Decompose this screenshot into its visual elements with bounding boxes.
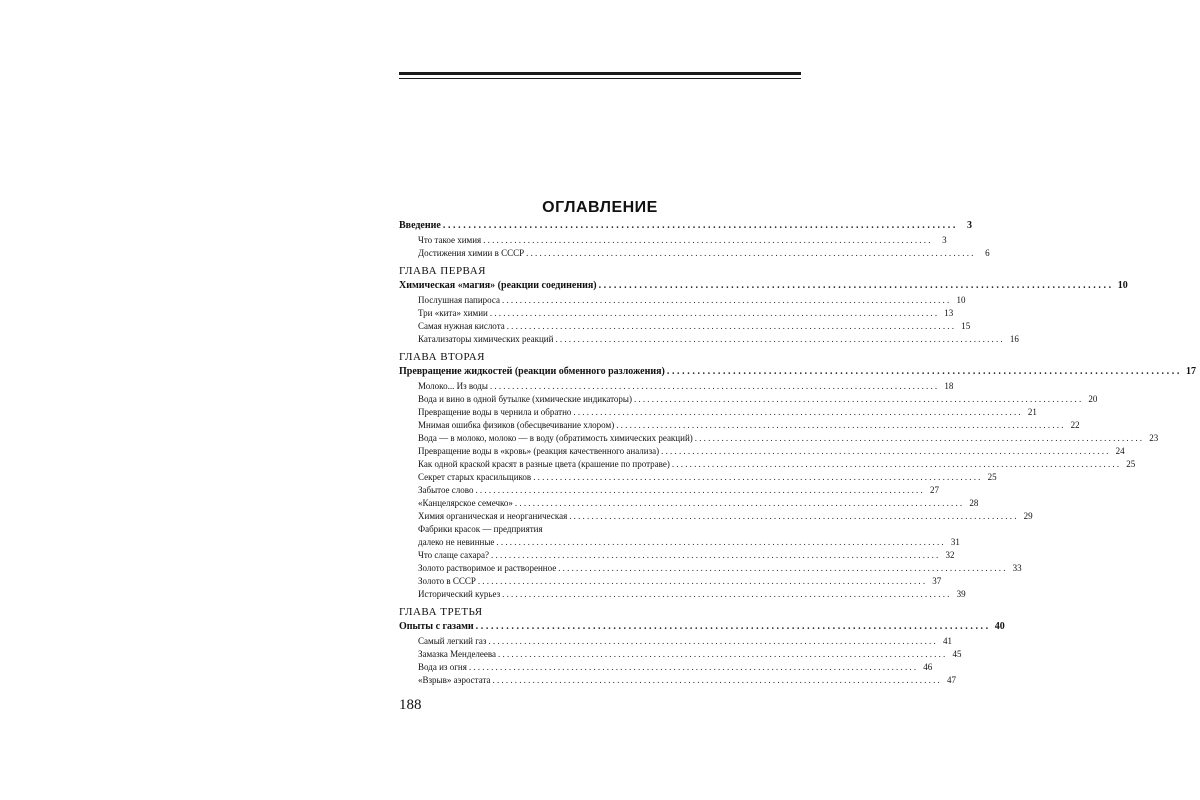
toc-entry-chapter[interactable]: [399, 619, 1005, 635]
toc-subentry[interactable]: [399, 406, 1037, 419]
leader-dots: .....................................................................................................: [694, 433, 1145, 443]
toc-subentry-page: 27: [929, 485, 939, 495]
page-title: ОГЛАВЛЕНИЕ: [542, 199, 658, 216]
toc-subentry[interactable]: [399, 393, 1098, 406]
toc-subentry-title: Превращение воды в чернила и обратно: [418, 407, 572, 417]
toc-subentry-page: 41: [942, 636, 952, 646]
toc-subentry-title: Достижения химии в СССР: [418, 248, 525, 258]
leader-dots: .....................................................................................................: [488, 636, 938, 646]
leader-dots: .....................................................................................................: [491, 550, 941, 560]
leader-dots: .....................................................................................................: [533, 472, 983, 482]
toc-subentry-page: 33: [1012, 563, 1022, 573]
leader-dots: .....................................................................................................: [496, 537, 946, 547]
toc-subentry-title: Золото растворимое и растворенное: [418, 563, 557, 573]
leader-dots: .....................................................................................................: [483, 235, 933, 245]
leader-dots: .....................................................................................................: [671, 459, 1122, 469]
toc-subentry-page: 21: [1027, 407, 1037, 417]
toc-subentry-page: 22: [1070, 420, 1080, 430]
toc-subentry-title: Замазка Менделеева: [418, 649, 497, 659]
toc-subentry-page: 28: [969, 498, 979, 508]
toc-subentry-page: 25: [987, 472, 997, 482]
toc-subentry[interactable]: [399, 484, 939, 497]
chapter-heading: ГЛАВА ПЕРВАЯ: [399, 265, 486, 277]
toc-subentry[interactable]: [399, 635, 952, 648]
toc-subentry-page: 18: [944, 381, 954, 391]
toc-subentry-title: Исторический курьез: [418, 589, 501, 599]
leader-dots: .....................................................................................................: [475, 485, 925, 495]
toc-subentry-page: 37: [932, 576, 942, 586]
leader-dots: .....................................................................................................: [526, 248, 976, 258]
leader-dots: .....................................................................................................: [598, 280, 1114, 291]
leader-dots: .....................................................................................................: [506, 321, 957, 331]
leader-dots: .....................................................................................................: [661, 446, 1111, 456]
toc-entry-page: 10: [1117, 280, 1128, 291]
toc-subentry-page: 24: [1115, 446, 1125, 456]
toc-subentry[interactable]: [399, 661, 933, 674]
toc-subentry[interactable]: [399, 432, 1159, 445]
toc-subentry[interactable]: [399, 294, 966, 307]
toc-entry-page: 3: [966, 220, 972, 231]
leader-dots: .....................................................................................................: [477, 576, 928, 586]
toc-subentry[interactable]: [399, 458, 1136, 471]
leader-dots: .....................................................................................................: [492, 675, 942, 685]
leader-dots: .....................................................................................................: [502, 295, 952, 305]
toc-subentry[interactable]: [399, 247, 990, 260]
toc-entry-page: 17: [1185, 366, 1196, 377]
toc-subentry-title: Катализаторы химических реакций: [418, 334, 554, 344]
leader-dots: .....................................................................................................: [616, 420, 1066, 430]
toc-subentry-title: Самый легкий газ: [418, 636, 487, 646]
toc-subentry-title: Вода — в молоко, молоко — в воду (обратимость химических реакций): [418, 433, 693, 443]
toc-subentry[interactable]: [399, 575, 942, 588]
toc-subentry[interactable]: [399, 380, 954, 393]
toc-subentry-page: 3: [942, 235, 947, 245]
toc-subentry-line1[interactable]: [399, 523, 803, 536]
toc-subentry[interactable]: [399, 471, 997, 484]
leader-dots: .....................................................................................................: [489, 381, 940, 391]
toc-subentry-page: 32: [945, 550, 955, 560]
toc-subentry-page: 10: [956, 295, 966, 305]
toc-subentry-page: 6: [985, 248, 990, 258]
leader-dots: .....................................................................................................: [558, 563, 1008, 573]
leader-dots: .....................................................................................................: [569, 511, 1019, 521]
leader-dots: .....................................................................................................: [573, 407, 1023, 417]
page-number: 188: [399, 697, 422, 713]
toc-subentry-title: Самая нужная кислота: [418, 321, 505, 331]
leader-dots: .....................................................................................................: [498, 649, 948, 659]
toc-subentry[interactable]: [399, 648, 962, 661]
leader-dots: .....................................................................................................: [666, 366, 1182, 377]
toc-subentry-title: Золото в СССР: [418, 576, 476, 586]
chapter-heading: ГЛАВА ВТОРАЯ: [399, 351, 485, 363]
toc-subentry-title: «Канцелярское семечко»: [418, 498, 513, 508]
toc-subentry-page: 23: [1149, 433, 1159, 443]
toc-subentry[interactable]: [399, 536, 960, 549]
toc-subentry-title: Фабрики красок — предприятия: [418, 524, 543, 534]
toc-subentry-title: «Взрыв» аэростата: [418, 675, 491, 685]
leader-dots: .....................................................................................................: [468, 662, 919, 672]
toc-subentry-title: Что такое химия: [418, 235, 482, 245]
leader-dots: .....................................................................................................: [475, 621, 991, 632]
toc-subentry[interactable]: [399, 333, 1019, 346]
toc-subentry[interactable]: [399, 674, 956, 687]
toc-subentry-page: 25: [1126, 459, 1136, 469]
toc-entry-title: Введение: [399, 220, 441, 231]
toc-subentry-title: Мнимая ошибка физиков (обесцвечивание хлором): [418, 420, 615, 430]
toc-subentry-title-cont: далеко не невинные: [418, 537, 495, 547]
toc-subentry[interactable]: [399, 562, 1022, 575]
toc-entry-page: 40: [994, 621, 1005, 632]
toc-subentry[interactable]: [399, 510, 1033, 523]
toc-subentry-page: 45: [952, 649, 962, 659]
toc-subentry[interactable]: [399, 445, 1125, 458]
toc-subentry-page: 39: [956, 589, 966, 599]
toc-entry-title: Опыты с газами: [399, 621, 474, 632]
toc-subentry-title: Вода из огня: [418, 662, 467, 672]
leader-dots: .....................................................................................................: [633, 394, 1084, 404]
toc-subentry-page: 31: [950, 537, 960, 547]
header-rule-thick: [399, 72, 801, 75]
toc-subentry-title: Вода и вино в одной бутылке (химические индикаторы): [418, 394, 632, 404]
toc-subentry-title: Как одной краской красят в разные цвета (крашение по протраве): [418, 459, 670, 469]
leader-dots: .....................................................................................................: [502, 589, 952, 599]
toc-subentry-page: 46: [923, 662, 933, 672]
toc-subentry-title: Секрет старых красильщиков: [418, 472, 532, 482]
toc-subentry-page: 47: [946, 675, 956, 685]
toc-entry-chapter[interactable]: [399, 278, 1128, 294]
toc-subentry[interactable]: [399, 497, 979, 510]
toc-subentry[interactable]: [399, 234, 947, 247]
toc-subentry-title: Химия органическая и неорганическая: [418, 511, 568, 521]
table-of-contents: [399, 218, 1196, 687]
chapter-heading: ГЛАВА ТРЕТЬЯ: [399, 606, 483, 618]
toc-subentry-page: 29: [1023, 511, 1033, 521]
toc-subentry-title: Послушная папироса: [418, 295, 500, 305]
leader-dots: .....................................................................................................: [489, 308, 940, 318]
toc-subentry[interactable]: [399, 419, 1080, 432]
toc-subentry-title: Что слаще сахара?: [418, 550, 490, 560]
toc-subentry-title: Три «кита» химии: [418, 308, 488, 318]
toc-subentry[interactable]: [399, 588, 966, 601]
toc-entry-chapter[interactable]: [399, 364, 1196, 380]
toc-subentry-title: Превращение воды в «кровь» (реакция качественного анализа): [418, 446, 660, 456]
leader-dots: .....................................................................................................: [555, 334, 1005, 344]
toc-subentry-page: 15: [961, 321, 971, 331]
toc-entry-intro[interactable]: [399, 218, 972, 234]
leader-dots: .....................................................................................................: [514, 498, 965, 508]
toc-subentry-title: Молоко... Из воды: [418, 381, 488, 391]
toc-entry-title: Превращение жидкостей (реакции обменного разложения): [399, 366, 665, 377]
toc-subentry[interactable]: [399, 549, 955, 562]
toc-entry-title: Химическая «магия» (реакции соединения): [399, 280, 597, 291]
header-rule-thin: [399, 78, 801, 79]
toc-subentry-page: 13: [944, 308, 954, 318]
toc-subentry[interactable]: [399, 307, 954, 320]
leader-dots: .....................................................................................................: [442, 220, 958, 231]
toc-subentry-page: 16: [1009, 334, 1019, 344]
toc-subentry-page: 20: [1088, 394, 1098, 404]
toc-subentry[interactable]: [399, 320, 971, 333]
toc-subentry-title: Забытое слово: [418, 485, 474, 495]
